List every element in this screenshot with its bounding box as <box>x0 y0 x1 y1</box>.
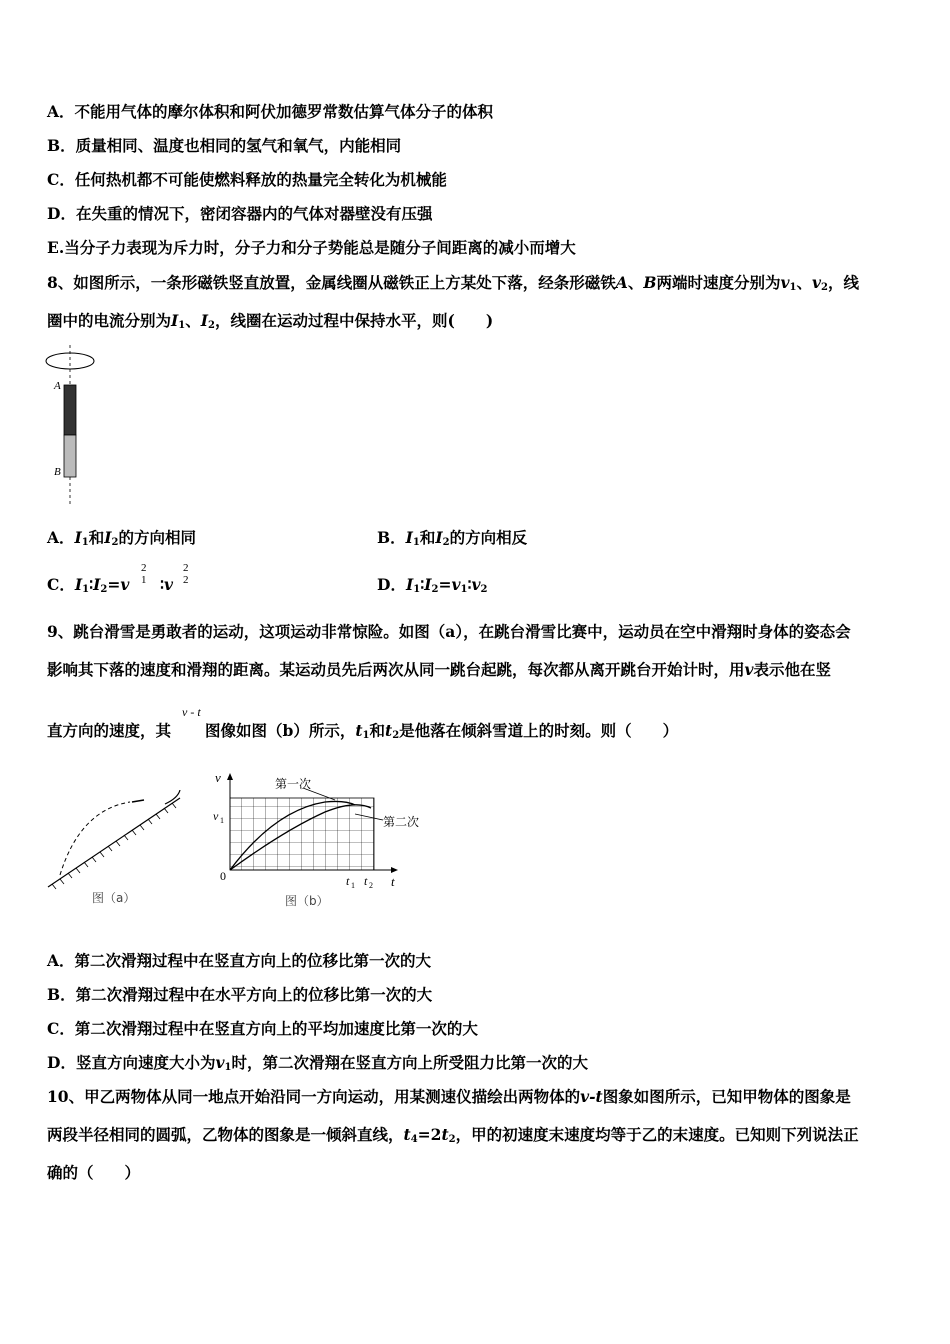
q8-sub: 2 <box>111 537 119 548</box>
q8-text: 的方向相反 <box>449 528 528 547</box>
q8-text: ，线 <box>827 273 859 292</box>
label-second-attempt: 第二次 <box>383 815 420 829</box>
q9-option-b: B．第二次滑翔过程中在水平方向上的位移比第一次的大 <box>47 985 433 1004</box>
q9-v: v <box>215 1053 225 1072</box>
q8-text: 8、如图所示，一条形磁铁竖直放置，金属线圈从磁铁正上方某处下落，经条形磁铁 <box>47 273 616 292</box>
q8-text: ∶ <box>420 575 425 594</box>
q10-text: ，甲的初速度末速度均等于乙的末速度。已知则下列说法正 <box>455 1125 859 1144</box>
q8-i: I <box>74 575 83 594</box>
q9-option-c: C．第二次滑翔过程中在竖直方向上的平均加速度比第一次的大 <box>47 1019 478 1038</box>
q9-text: 是他落在倾斜雪道上的时刻。则（ ） <box>399 721 679 740</box>
q8-sep: 、 <box>185 311 201 330</box>
q8-sub: 1 <box>82 584 90 595</box>
q8-text: ，线圈在运动过程中保持水平，则( ) <box>215 311 494 330</box>
q7-option-d: D．在失重的情况下，密闭容器内的气体对器壁没有压强 <box>47 204 433 223</box>
q9-vt-label: v - t <box>182 705 201 719</box>
q8-v: v <box>780 273 790 292</box>
slope-hatching <box>52 803 176 889</box>
q8-sub: 1 <box>81 537 89 548</box>
axis-label-t2: t <box>364 874 368 888</box>
q9-stem-line1: 9、跳台滑雪是勇敢者的运动，这项运动非常惊险。如图（a），在跳台滑雪比赛中，运动员在空中滑翔时身体的姿态会 <box>47 622 851 641</box>
q8-v: v <box>811 273 821 292</box>
q9-text: D．竖直方向速度大小为 <box>47 1053 216 1072</box>
q9-v: v <box>744 660 754 679</box>
q8-sub: 1 <box>413 584 421 595</box>
q8-sub: 1 <box>412 537 420 548</box>
axis-label-v1-sub: 1 <box>220 816 224 825</box>
axis-origin: 0 <box>220 869 226 883</box>
q8-i: I <box>93 575 101 594</box>
q9-option-a: A．第二次滑翔过程中在竖直方向上的位移比第一次的大 <box>47 951 432 970</box>
q8-v: v <box>120 575 130 594</box>
q10-t: t <box>403 1125 411 1144</box>
axis-label-t1-sub: 1 <box>351 881 355 890</box>
q8-label-a: A <box>615 273 628 292</box>
q8-i: I <box>405 575 414 594</box>
t-axis-arrow <box>391 867 398 873</box>
magnet-figure <box>40 345 110 510</box>
magnet-label-a: A <box>54 380 61 392</box>
q8-c-sub2: 2 <box>183 574 189 586</box>
q8-stem-line1 <box>47 273 859 298</box>
q9-text: 时，第二次滑翔在竖直方向上所受阻力比第一次的大 <box>231 1053 588 1072</box>
q8-v: v <box>471 575 481 594</box>
q10-text: 图象如图所示，已知甲物体的图象是 <box>602 1087 851 1106</box>
q8-sep: 、 <box>627 273 644 292</box>
q8-text: = <box>107 575 121 594</box>
q10-stem-line3: 确的（ ） <box>47 1163 141 1182</box>
q9-option-d <box>47 1053 588 1078</box>
q8-text: 的方向相同 <box>118 528 197 547</box>
q8-opt-prefix: D． <box>377 575 406 594</box>
q8-text: 圈中的电流分别为 <box>47 311 172 330</box>
q9-text: 图像如图（b）所示， <box>205 721 356 740</box>
q9-text: 直方向的速度，其 <box>47 721 172 740</box>
fig-a-caption: 图（a） <box>92 891 136 905</box>
ski-jump-figure-a <box>40 790 190 915</box>
magnet-label-b: B <box>54 466 61 478</box>
q8-sub: 2 <box>100 584 108 595</box>
q8-c-sub1: 1 <box>141 574 147 586</box>
q8-v: v <box>164 575 174 594</box>
q8-stem-line2 <box>47 311 493 336</box>
q8-text: ∶ <box>467 575 472 594</box>
q8-i: I <box>435 528 443 547</box>
q8-c-sup2: 2 <box>183 562 189 574</box>
q8-sub: 2 <box>480 584 488 595</box>
q7-option-e: E.当分子力表现为斥力时，分子力和分子势能总是随分子间距离的减小而增大 <box>47 238 576 257</box>
q8-text: ∶ <box>160 575 165 594</box>
q8-i: I <box>424 575 432 594</box>
q10-stem-line1 <box>47 1087 851 1107</box>
slope-line <box>48 798 180 887</box>
q8-sub: 2 <box>431 584 439 595</box>
vt-graph-figure-b <box>205 770 445 915</box>
q9-t: t <box>385 721 393 740</box>
q8-text: 和 <box>88 528 105 547</box>
q7-option-a: A．不能用气体的摩尔体积和阿伏加德罗常数估算气体分子的体积 <box>47 102 494 121</box>
magnet-bottom-half <box>64 435 76 477</box>
q8-option-d <box>377 575 487 600</box>
axis-label-v1: v <box>213 809 219 823</box>
q8-sub: 2 <box>442 537 450 548</box>
q8-c-sup1: 2 <box>141 562 147 574</box>
axis-label-t2-sub: 2 <box>369 881 373 890</box>
q8-text: 和 <box>419 528 436 547</box>
q8-opt-prefix: B． <box>377 528 406 547</box>
q8-option-c <box>47 575 129 600</box>
q8-i: I <box>200 311 209 330</box>
q8-sub: 1 <box>460 584 468 595</box>
q8-c-colon <box>160 575 173 595</box>
q8-sep: 、 <box>796 273 812 292</box>
coil-ellipse <box>46 353 94 369</box>
q10-text: 两段半径相同的圆弧，乙物体的图象是一倾斜直线， <box>47 1125 404 1144</box>
q9-text: 影响其下落的速度和滑翔的距离。某运动员先后两次从同一跳台起跳，每次都从离开跳台开始计时，用 <box>47 660 745 679</box>
q9-t: t <box>355 721 363 740</box>
v-axis-arrow <box>227 773 233 780</box>
magnet-top-half <box>64 385 76 435</box>
q10-vt: v-t <box>580 1087 603 1106</box>
fig-b-caption: 图（b） <box>285 894 329 908</box>
q8-opt-prefix: A． <box>47 528 75 547</box>
q9-text: 表示他在竖 <box>753 660 832 679</box>
q10-stem-line2 <box>47 1125 859 1150</box>
q8-sub: 1 <box>789 282 797 293</box>
q8-text: 两端时速度分别为 <box>656 273 781 292</box>
q8-i: I <box>405 528 413 547</box>
q8-option-b <box>377 528 527 553</box>
q7-option-b: B．质量相同、温度也相同的氢气和氧气，内能相同 <box>47 136 402 155</box>
q8-i: I <box>171 311 179 330</box>
axis-label-t: t <box>391 874 395 889</box>
q8-i: I <box>104 528 112 547</box>
q10-sub: 2 <box>448 1134 456 1145</box>
q9-sub: 2 <box>392 730 400 741</box>
q10-t: t <box>441 1125 449 1144</box>
q8-label-b: B <box>643 273 657 292</box>
q9-stem-line2 <box>47 660 831 680</box>
q8-opt-prefix: C． <box>47 575 75 594</box>
q10-sub4: 4 <box>410 1134 418 1145</box>
label-first-attempt: 第一次 <box>275 777 312 791</box>
ramp-curve <box>165 790 180 804</box>
q8-option-a <box>47 528 196 553</box>
q9-sub: 1 <box>224 1062 232 1073</box>
axis-label-t1: t <box>346 874 350 888</box>
q9-stem-line3 <box>47 721 678 746</box>
q10-text: =2 <box>417 1125 442 1144</box>
q8-sub: 2 <box>208 320 215 331</box>
q9-sub: 1 <box>362 730 370 741</box>
q9-text: 和 <box>369 721 386 740</box>
q8-sub: 1 <box>178 320 186 331</box>
q10-text: 10、甲乙两物体从同一地点开始沿同一方向运动，用某测速仪描绘出两物体的 <box>47 1087 581 1106</box>
q8-i: I <box>74 528 82 547</box>
axis-label-v: v <box>215 770 221 785</box>
q8-text: = <box>438 575 452 594</box>
q7-option-c: C．任何热机都不可能使燃料释放的热量完全转化为机械能 <box>47 170 447 189</box>
q8-text: ∶ <box>89 575 94 594</box>
q8-sub: 2 <box>820 282 828 293</box>
skier-icon <box>132 800 144 802</box>
q8-v: v <box>451 575 461 594</box>
